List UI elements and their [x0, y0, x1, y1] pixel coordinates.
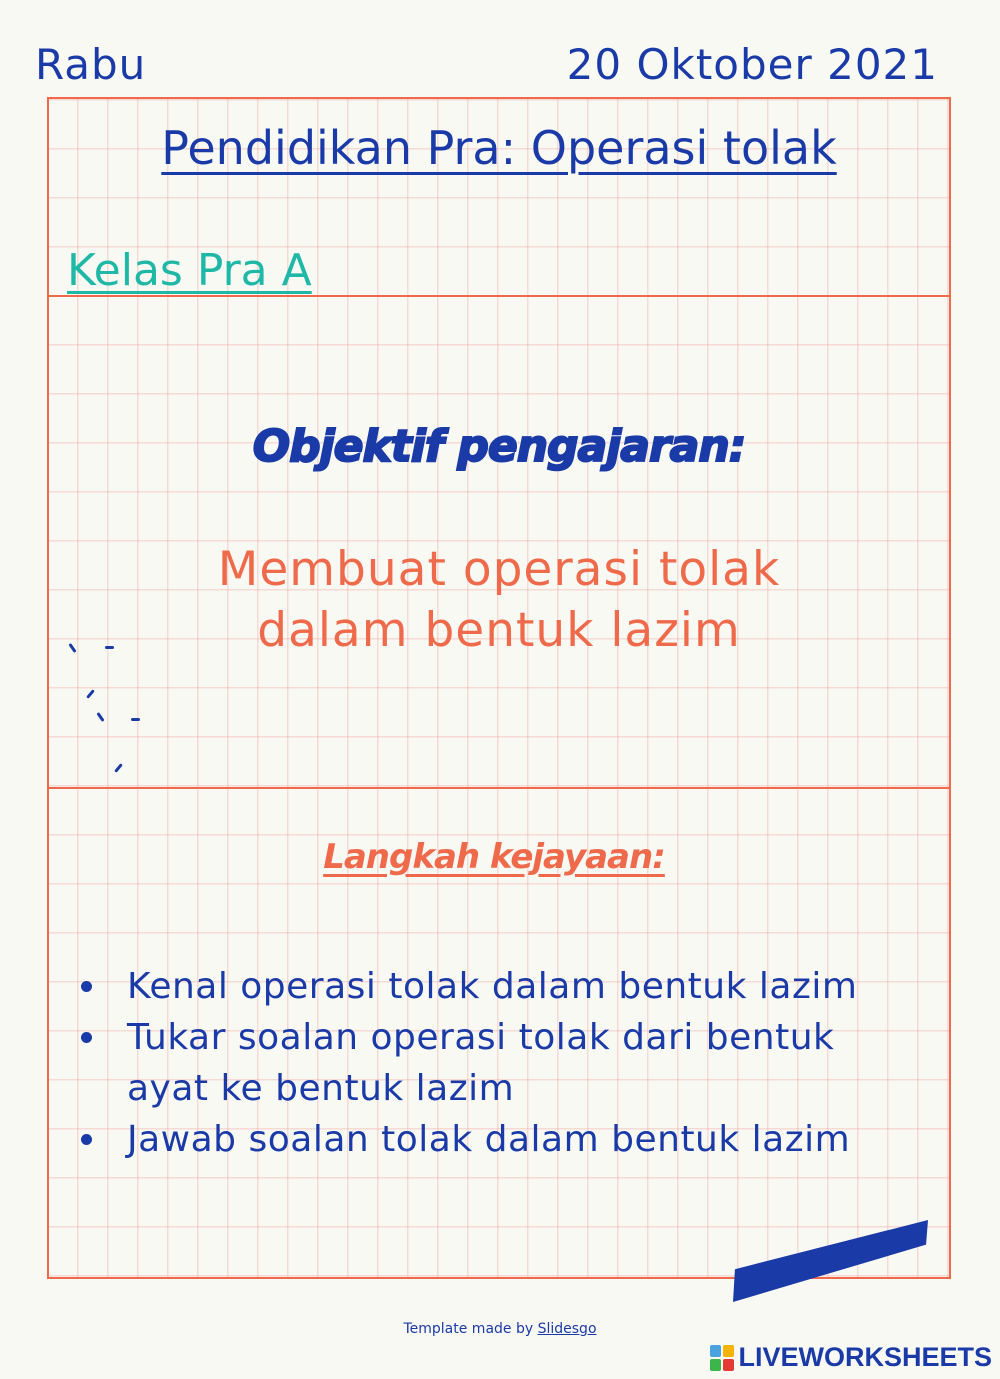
- decorative-dash-icon: [96, 712, 104, 722]
- decorative-dash-icon: [114, 763, 123, 773]
- worksheet-title: Pendidikan Pra: Operasi tolak: [161, 121, 837, 175]
- objective-line: dalam bentuk lazim: [257, 603, 741, 658]
- day-label: Rabu: [35, 40, 147, 89]
- decorative-dash-icon: [105, 646, 114, 649]
- bullet-icon: [81, 981, 92, 992]
- credit-prefix: Template made by: [403, 1321, 538, 1337]
- objective-text: [49, 539, 949, 661]
- class-label: Kelas Pra A: [67, 245, 312, 296]
- step-text: Kenal operasi tolak dalam bentuk lazim: [127, 966, 858, 1007]
- list-item: [81, 1012, 921, 1114]
- list-item: [81, 961, 921, 1012]
- liveworksheets-brand[interactable]: [710, 1342, 992, 1373]
- steps-heading: Langkah kejayaan:: [323, 837, 665, 877]
- bullet-icon: [81, 1134, 92, 1145]
- slidesgo-link[interactable]: Slidesgo: [537, 1321, 597, 1337]
- decorative-dash-icon: [86, 689, 95, 699]
- list-item: [81, 1114, 921, 1165]
- bullet-icon: [81, 1032, 92, 1043]
- objective-heading: Objektif pengajaran:: [252, 421, 746, 472]
- worksheet-grid: [47, 97, 951, 1279]
- decorative-dash-icon: [131, 718, 140, 721]
- step-text: Tukar soalan operasi tolak dari bentuk ayat ke bentuk lazim: [127, 1017, 835, 1109]
- section-divider: [49, 787, 949, 789]
- template-credit: [0, 1321, 1000, 1337]
- liveworksheets-logo-icon: [710, 1345, 734, 1371]
- brand-name: LIVEWORKSHEETS: [738, 1342, 992, 1372]
- steps-list: [81, 961, 921, 1165]
- objective-line: Membuat operasi tolak: [217, 542, 781, 597]
- date-label: 20 Oktober 2021: [566, 40, 938, 89]
- step-text: Jawab soalan tolak dalam bentuk lazim: [127, 1119, 851, 1160]
